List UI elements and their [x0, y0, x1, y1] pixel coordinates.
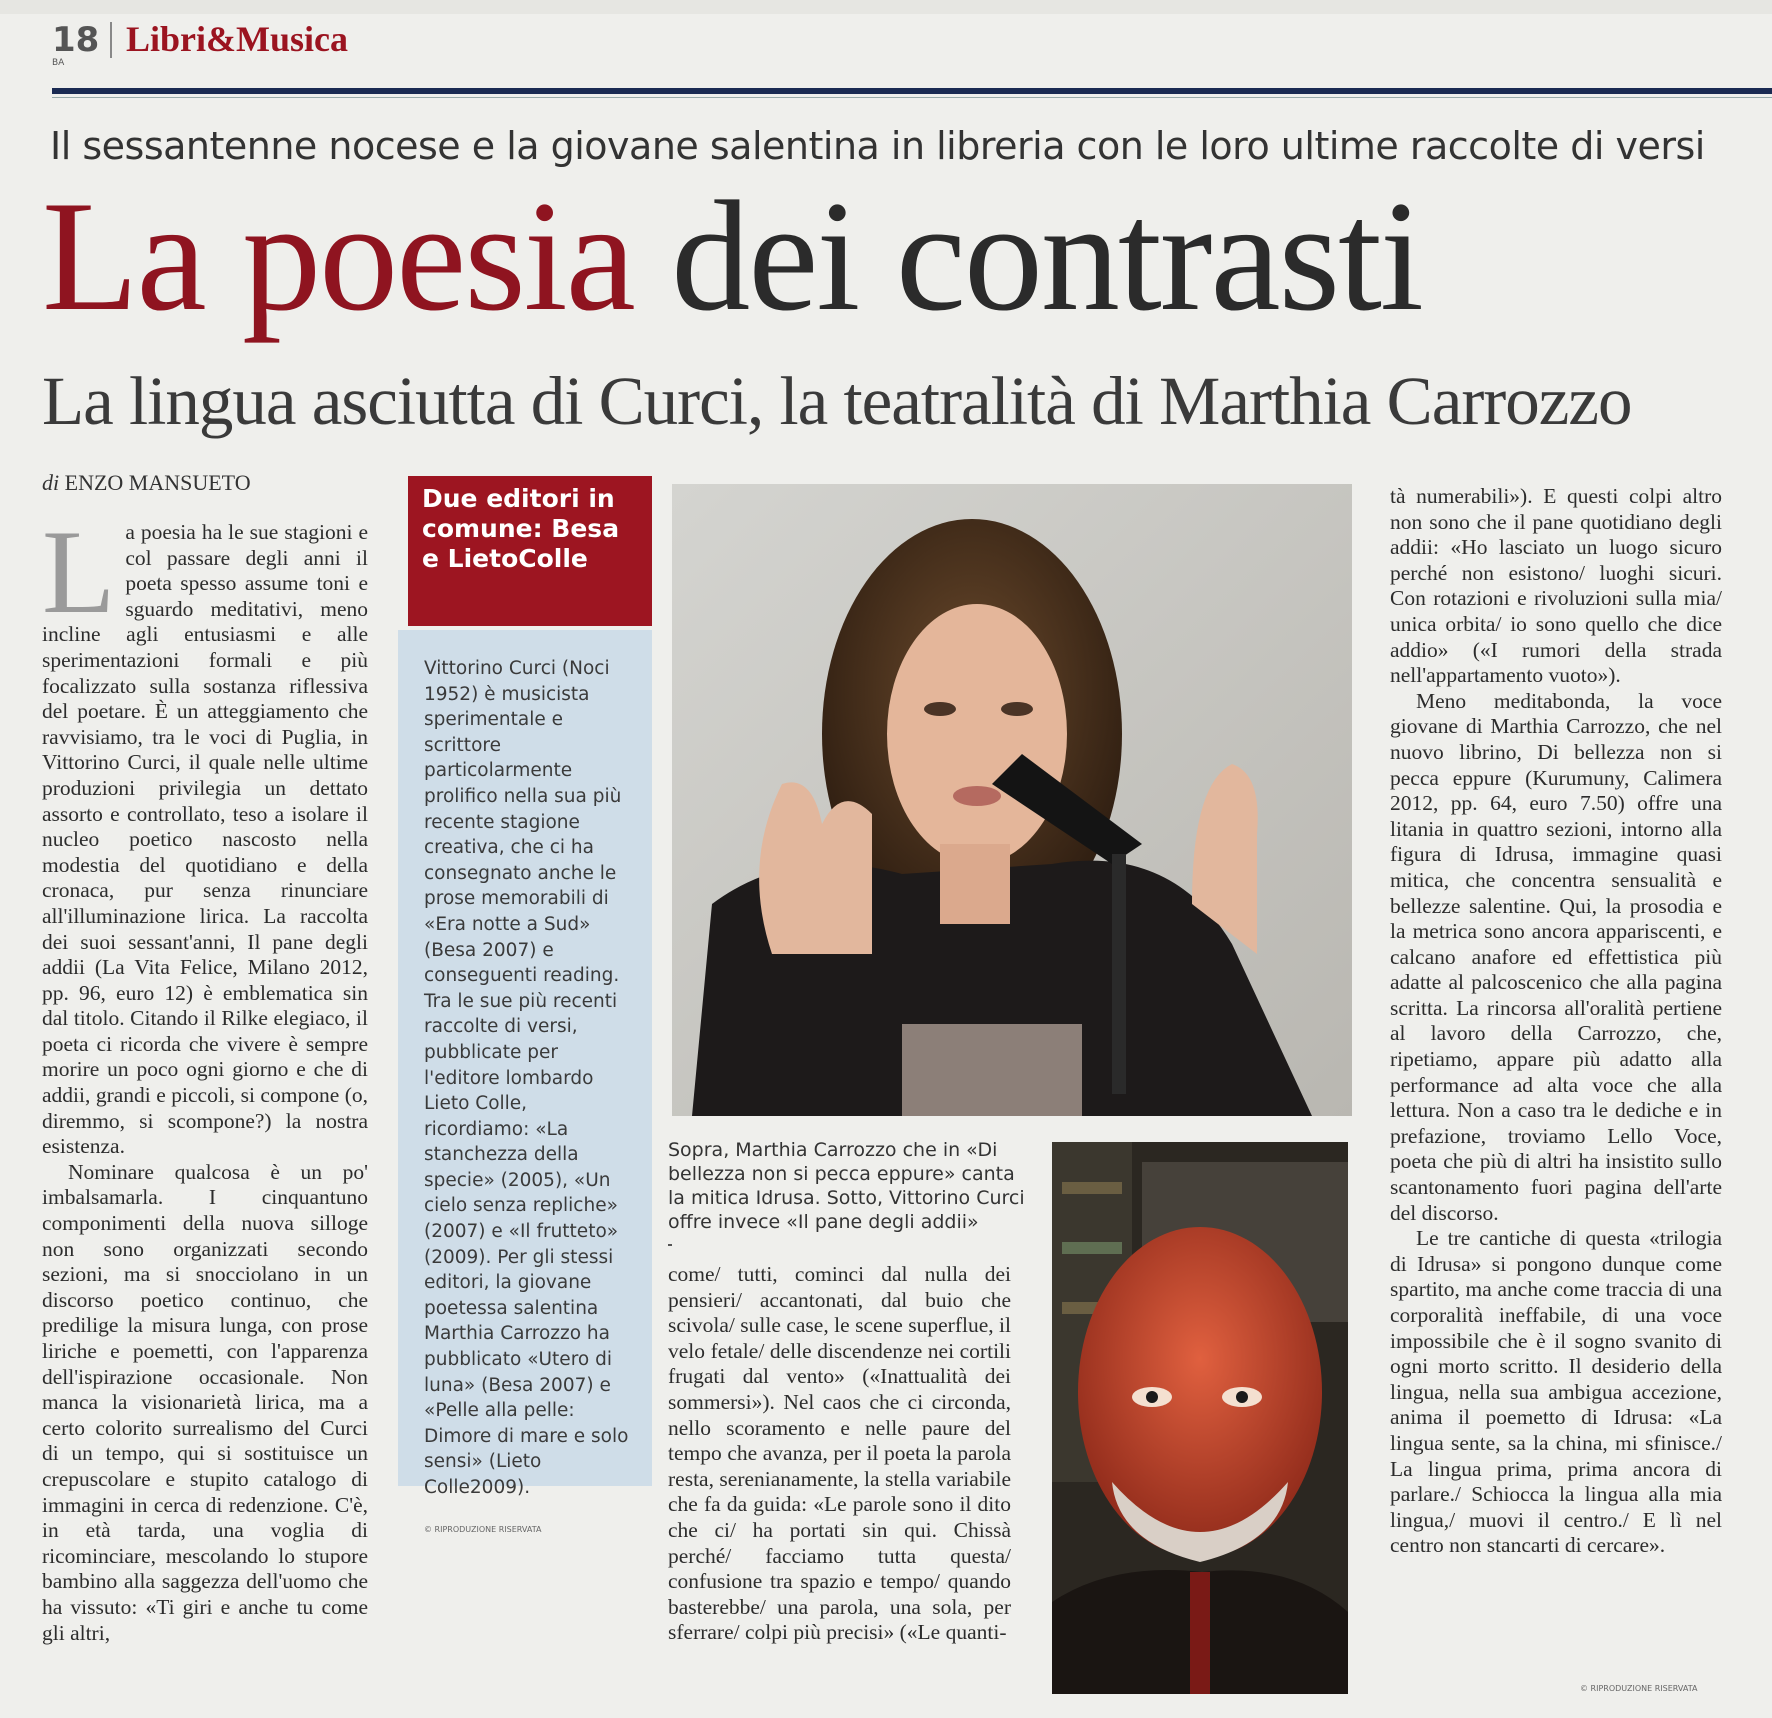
caption-separator — [668, 1244, 672, 1246]
sidebar-title: Due editori in comune: Besa e LietoColle — [408, 476, 652, 626]
header-rule — [52, 88, 1772, 94]
header-divider — [110, 22, 112, 58]
section-title: Libri&Musica — [126, 19, 348, 59]
article-kicker: Il sessantenne nocese e la giovane salentina in libreria con le loro ultime raccolte di versi — [50, 124, 1705, 168]
paragraph: Nominare qualcosa è un po' imbalsamarla. I cinquantuno componimenti della nuova silloge non sono organizzati secondo sezioni, ma si snocciolano in un discorso poetico continuo, che predilige la misura lunga, con prose liriche e poemetti, con l'apparenza dell'ispirazione occasionale. Non manca la visionarietà lirica, ma a certo colorito surrealismo del Curci di un tempo, qui si sostituisce un crepuscolare e stupito catalogo di immagini in cerca di redenzione. C'è, in età tarda, una voglia di ricominciare, mescolando lo stupore bambino alla saggezza dell'uomo che ha vissuto: «Ti giri e anche tu come gli altri, — [42, 1159, 368, 1645]
article-column-3 — [668, 1262, 1011, 1687]
sidebar-text: Vittorino Curci (Noci 1952) è musicista sperimentale e scrittore particolarmente prolifico nella sua più recente stagione creativa, che ci ha consegnato anche le prose memorabili di «Era notte a Sud» (Besa 2007) e conseguenti reading. Tra le sue più recenti raccolte di versi, pubblicate per l'editore lombardo Lieto Colle, ricordiamo: «La stanchezza della specie» (2005), «Un cielo senza repliche» (2007) e «Il frutteto» (2009). Per gli stessi editori, la giovane poetessa salentina Marthia Carrozzo ha pubblicato «Utero di luna» (Besa 2007) e «Pelle alla pelle: Dimore di mare e solo sensi» (Lieto Colle2009). — [424, 658, 629, 1498]
photo-marthia-carrozzo — [672, 484, 1352, 1116]
article-headline — [42, 169, 1422, 344]
photo-marthia-carrozzo-image — [672, 484, 1352, 1116]
headline-red-part: La poesia — [42, 169, 634, 344]
headline-dark-part: dei contrasti — [671, 169, 1422, 344]
header-rule-thin — [52, 97, 1772, 98]
page-number: 18 — [52, 20, 100, 60]
paragraph: Meno meditabonda, la voce giovane di Marthia Carrozzo, che nel nuovo librino, Di bellezza non si pecca eppure (Kurumuny, Calimera 2012, pp. 64, euro 7.50) offre una litania in quattro sezioni, intorno alla figura di Idrusa, immagine quasi mitica, che concentra sensualità e bellezze salentine. Qui, la prosodia e la metrica sono ancora appariscenti, e calcano anafore ed effettistica più adatte al palcoscenico che alla pagina scritta. La rincorsa all'oralità pertiene al lavoro della Carrozzo, che, ripetiamo, appare più adatto alla performance ad alta voce che alla lettura. Non a caso tra le dediche e in prefazione, troviamo Lello Voce, poeta che più di altri ha insistito sullo scantonamento fuori pagina dell'arte del discorso. — [1390, 688, 1722, 1225]
paragraph: Le tre cantiche di questa «trilogia di Idrusa» si pongono dunque come spartito, ma anche come traccia di una corporalità ineffabile, di una voce impossibile che è il sogno svanito di ogni morto scritto. Il desiderio della lingua, nella sua ambigua accezione, anima il poemetto di Idrusa: «La lingua sente, sa la china, mi sfinisce./ La lingua prima, prima ancora di parlare./ Schiocca la lingua alla mia lingua,/ muovi il centro./ E lì nel centro non stancarti di cercare». — [1390, 1226, 1722, 1558]
paragraph: a poesia ha le sue stagioni e col passare degli anni il poeta spesso assume toni e sguardo meditativi, meno incline agli entusiasmi e alle sperimentazioni formali e più focalizzato sulla sostanza riflessiva del poetare. È un atteggiamento che ravvisiamo, tra le voci di Puglia, in Vittorino Curci, il quale nelle ultime produzioni privilegia un dettato assorto e controllato, teso a isolare il nucleo poetico nascosto nella modestia del quotidiano e della cronaca, pur senza rinunciare all'illuminazione lirica. La raccolta dei suoi sessant'anni, Il pane degli addii (La Vita Felice, Milano 2012, pp. 96, euro 12) è emblematica sin dal titolo. Citando il Rilke elegiaco, il poeta ci ricorda che vivere è sempre morire un poco ogni giorno e che di addii, grandi e piccoli, si compone (o, diremmo, si scompone?) la nostra esistenza. — [42, 520, 368, 1159]
article-column-1 — [42, 520, 368, 1680]
page-edition-code: BA — [52, 58, 65, 68]
sidebar-box — [398, 630, 652, 1534]
byline-prefix: di — [42, 470, 60, 495]
photo-vittorino-curci-image — [1052, 1142, 1348, 1694]
photo-vittorino-curci — [1052, 1142, 1348, 1694]
article-credit: © RIPRODUZIONE RISERVATA — [1580, 1684, 1698, 1693]
paragraph: come/ tutti, cominci dal nulla dei pensieri/ accantonati, dal buio che scivola/ sulle case, le scene superflue, il velo fetale/ delle discendenze nei cortili frugati dal vento» («Inattualità dei sommersi»). Nel caos che ci circonda, nello scoramento e nelle paure del tempo che avanza, per il poeta la parola resta, serenianamente, la stella variabile che fa da guida: «Le parole sono il dito che ci/ ha portati sin qui. Chissà perché/ facciamo tutta questa/ confusione tra spazio e tempo/ quando basterebbe/ una parola, una sola, per sferrare/ colpi più precisi» («Le quanti- — [668, 1262, 1011, 1645]
dropcap: L — [42, 520, 116, 638]
sidebar-credit: © RIPRODUZIONE RISERVATA — [424, 1524, 542, 1534]
byline — [42, 470, 251, 496]
paragraph: tà numerabili»). E questi colpi altro non sono che il pane quotidiano degli addii: «Ho lasciato un luogo sicuro perché non esistono/ luoghi sicuri. Con rotazioni e rivoluzioni sulla mia/ unica orbita/ io sono quello che dice addio» («I rumori della strada nell'appartamento vuoto»). — [1390, 484, 1722, 688]
page-top-margin — [0, 0, 1772, 14]
article-column-4 — [1390, 484, 1722, 1694]
photo-caption: Sopra, Marthia Carrozzo che in «Di bellezza non si pecca eppure» canta la mitica Idrusa. Sotto, Vittorino Curci offre invece «Il pane degli addii» — [668, 1139, 1025, 1233]
byline-author: ENZO MANSUETO — [64, 470, 251, 495]
article-subhead: La lingua asciutta di Curci, la teatralità di Marthia Carrozzo — [42, 363, 1632, 439]
